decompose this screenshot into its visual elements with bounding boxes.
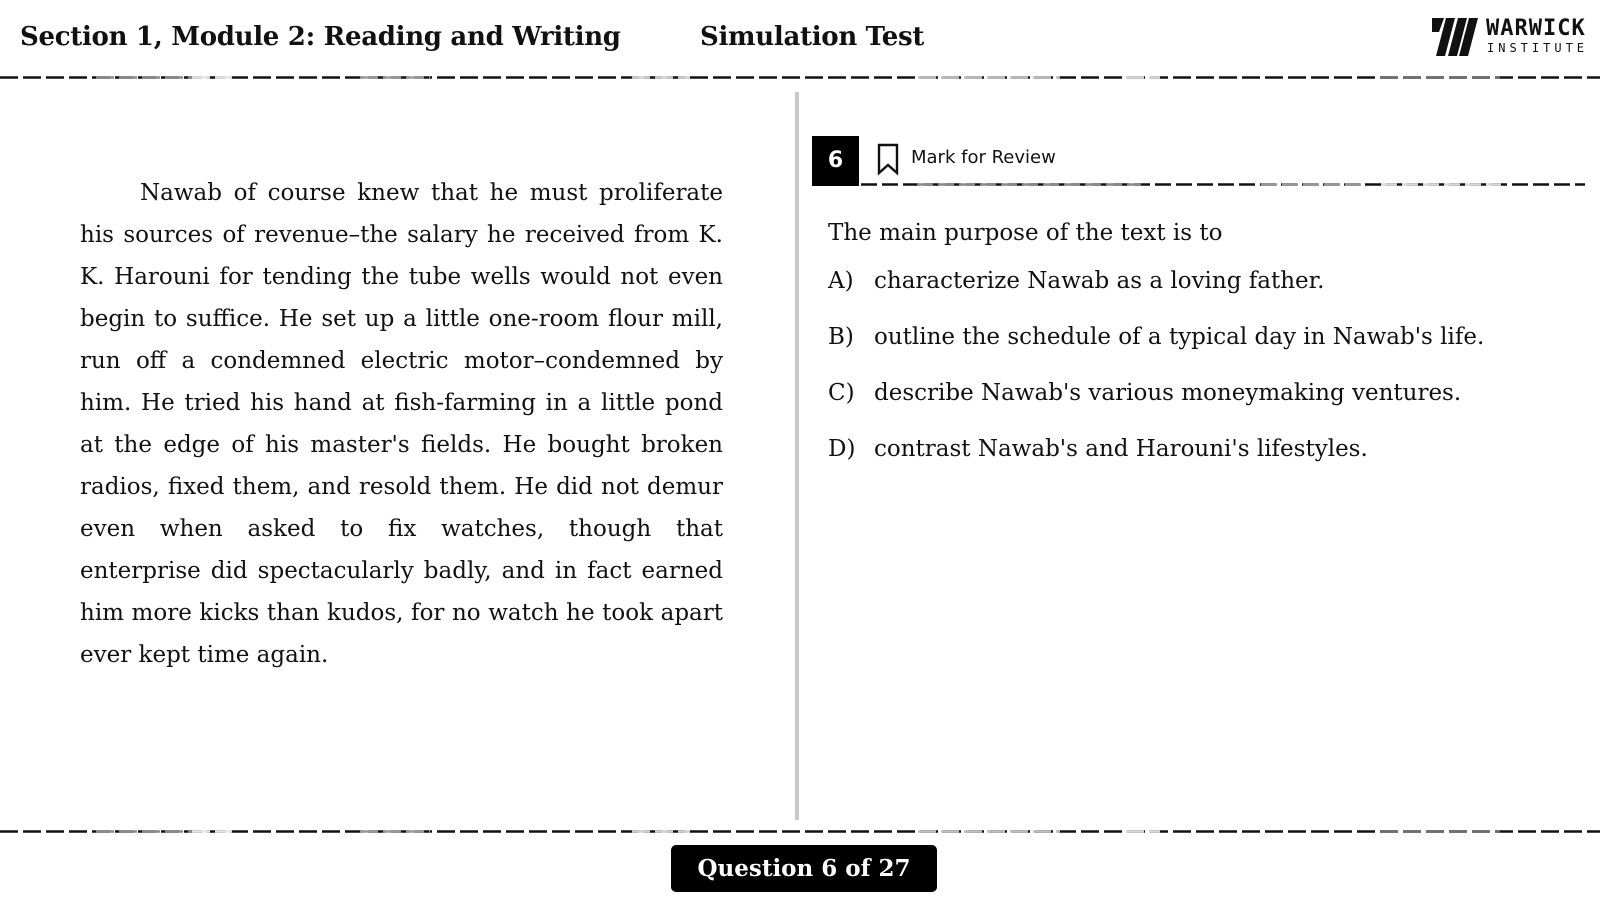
- choice-text: characterize Nawab as a loving father.: [874, 268, 1325, 294]
- choice-text: describe Nawab's various moneymaking ventures.: [874, 380, 1462, 406]
- test-title: Simulation Test: [700, 22, 925, 52]
- logo-subtitle: INSTITUTE: [1487, 41, 1589, 55]
- warwick-logo-mark-icon: [1432, 18, 1478, 56]
- footer-dashed-rule: [0, 830, 1600, 833]
- question-progress-button[interactable]: Question 6 of 27: [671, 845, 937, 892]
- choice-letter: D): [828, 436, 856, 462]
- answer-choice-b[interactable]: [828, 322, 1588, 378]
- header-bar: [0, 0, 1600, 78]
- choice-text: outline the schedule of a typical day in Nawab's life.: [874, 324, 1485, 350]
- mark-for-review-button[interactable]: [875, 142, 1056, 176]
- header-dashed-rule: [0, 76, 1600, 79]
- answer-choice-c[interactable]: [828, 378, 1588, 434]
- bookmark-icon: [875, 142, 901, 176]
- answer-choice-d[interactable]: [828, 434, 1588, 490]
- choice-letter: A): [828, 268, 854, 294]
- section-title: Section 1, Module 2: Reading and Writing: [20, 22, 621, 52]
- passage-text: Nawab of course knew that he must proliferate his sources of revenue–the salary he received from K. K. Harouni for tending the tube wells would not even begin to suffice. He set up a little one-room flour mill, run off a condemned electric motor–condemned by him. He tried his hand at fish-farming in a little pond at the edge of his master's fields. He bought broken radios, fixed them, and resold them. He did not demur even when asked to fix watches, though that enterprise did spectacularly badly, and in fact earned him more kicks than kudos, for no watch he took apart ever kept time again.: [80, 180, 723, 668]
- warwick-logo: [1432, 16, 1589, 58]
- question-stem: The main purpose of the text is to: [828, 220, 1223, 246]
- question-number-badge: 6: [812, 136, 859, 186]
- mark-for-review-label: Mark for Review: [911, 146, 1056, 168]
- choice-text: contrast Nawab's and Harouni's lifestyles.: [874, 436, 1368, 462]
- pane-divider[interactable]: [795, 92, 799, 820]
- answer-choice-a[interactable]: [828, 266, 1588, 322]
- choice-letter: B): [828, 324, 854, 350]
- logo-wordmark: WARWICK: [1486, 16, 1586, 41]
- choice-letter: C): [828, 380, 855, 406]
- question-dashed-rule: [861, 183, 1585, 186]
- answer-choices: [828, 266, 1588, 490]
